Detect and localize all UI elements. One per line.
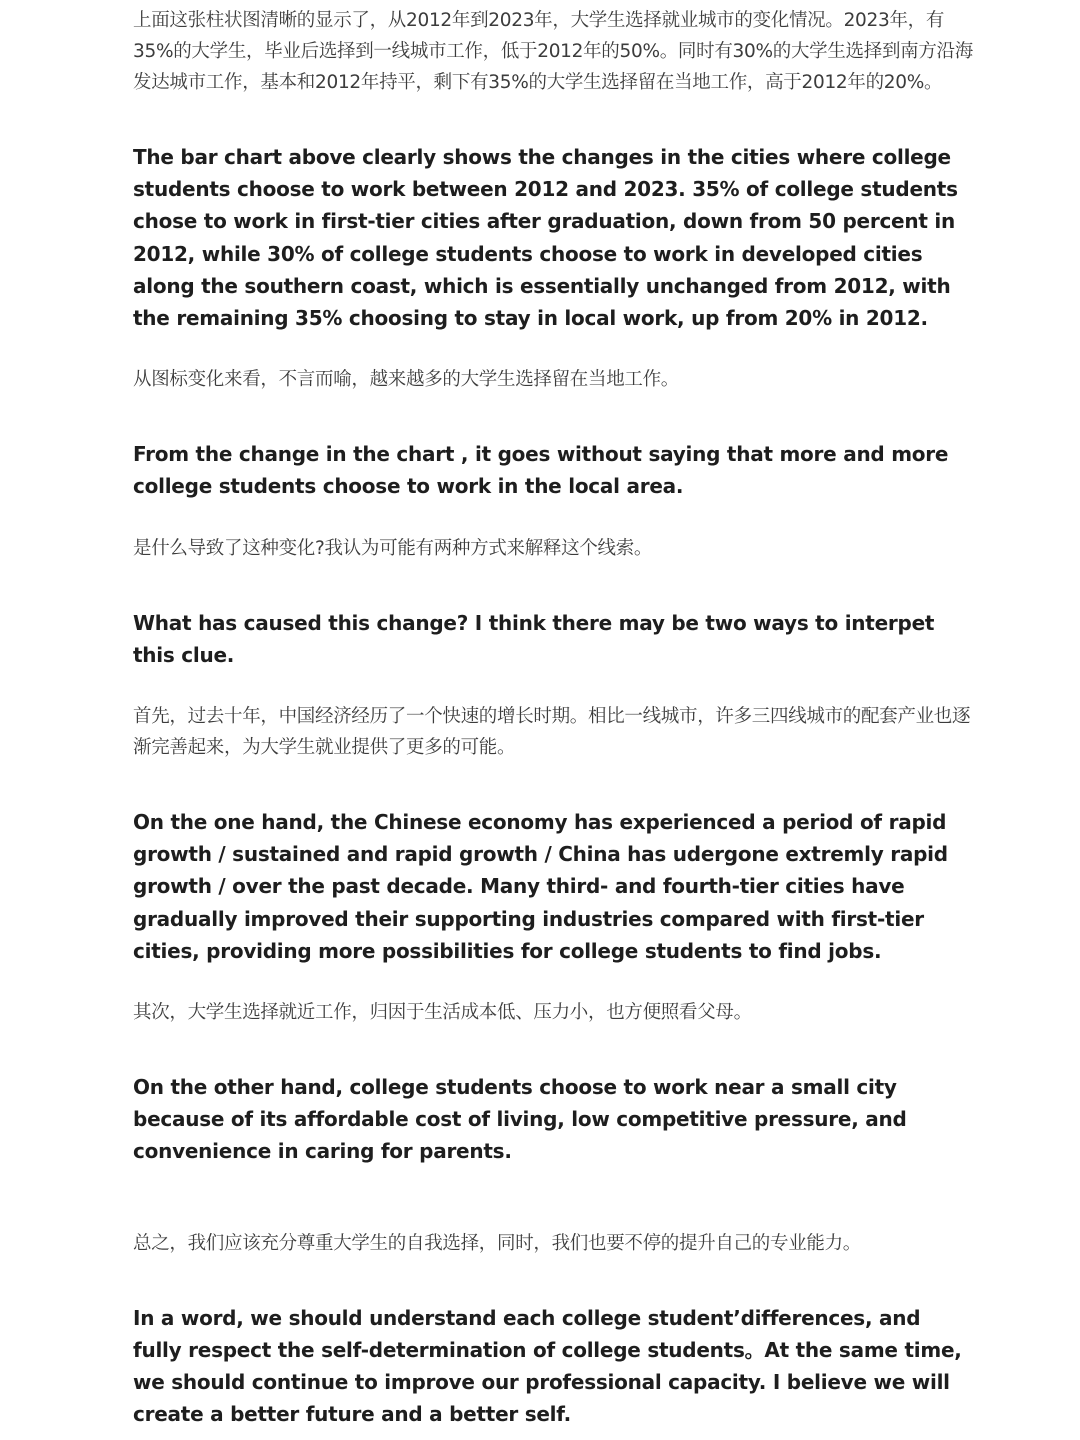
article-body — [133, 0, 973, 1430]
english-paragraph-question: What has caused this change? I think there may be two ways to interpet this clue. — [133, 610, 935, 667]
english-paragraph-trend: From the change in the chart , it goes without saying that more and more college students choose to work in the local area. — [133, 442, 949, 499]
english-paragraph-reason-two: On the other hand, college students choose to work near a small city because of its affordable cost of living, low competitive pressure, and convenience in caring for parents. — [133, 1075, 907, 1164]
chinese-paragraph-reason-one: 首先，过去十年，中国经济经历了一个快速的增长时期。相比一线城市，许多三四线城市的配套产业也逐渐完善起来，为大学生就业提供了更多的可能。 — [133, 706, 971, 759]
chinese-paragraph-reason-two: 其次，大学生选择就近工作，归因于生活成本低、压力小，也方便照看父母。 — [133, 1002, 752, 1024]
chinese-paragraph-question: 是什么导致了这种变化?我认为可能有两种方式来解释这个线索。 — [133, 537, 653, 559]
chinese-paragraph-trend: 从图标变化来看，不言而喻，越来越多的大学生选择留在当地工作。 — [133, 369, 680, 391]
chinese-paragraph-conclusion: 总之，我们应该充分尊重大学生的自我选择，同时，我们也要不停的提升自己的专业能力。 — [133, 1232, 862, 1254]
english-paragraph-reason-one: On the one hand, the Chinese economy has experienced a period of rapid growth / sustained and rapid growth / China has udergone extremly rapid growth / over the past decade. Many third- and fourth-tier cities have gradually improved their supporting industries compared with first-tier cities, providing more possibilities for college students to find jobs. — [133, 810, 948, 963]
english-paragraph-conclusion: In a word, we should understand each college student’differences, and fully respect the self-determination of college students。At the same time, we should continue to improve our professional capacity. I believe we will create a better future and a better self. — [133, 1305, 962, 1427]
chinese-paragraph-chart-summary: 上面这张柱状图清晰的显示了，从2012年到2023年，大学生选择就业城市的变化情况。2023年，有35%的大学生，毕业后选择到一线城市工作，低于2012年的50%。同时有30%的大学生选择到南方沿海发达城市工作，基本和2012年持平，剩下有35%的大学生选择留在当地工作，高于2012年的20%。 — [133, 10, 973, 93]
english-paragraph-chart-summary: The bar chart above clearly shows the changes in the cities where college students choose to work between 2012 and 2023. 35% of college students chose to work in first-tier cities after graduation, down from 50 percent in 2012, while 30% of college students choose to work in developed cities along the southern coast, which is essentially unchanged from 2012, with the remaining 35% choosing to stay in local work, up from 20% in 2012. — [133, 145, 958, 331]
